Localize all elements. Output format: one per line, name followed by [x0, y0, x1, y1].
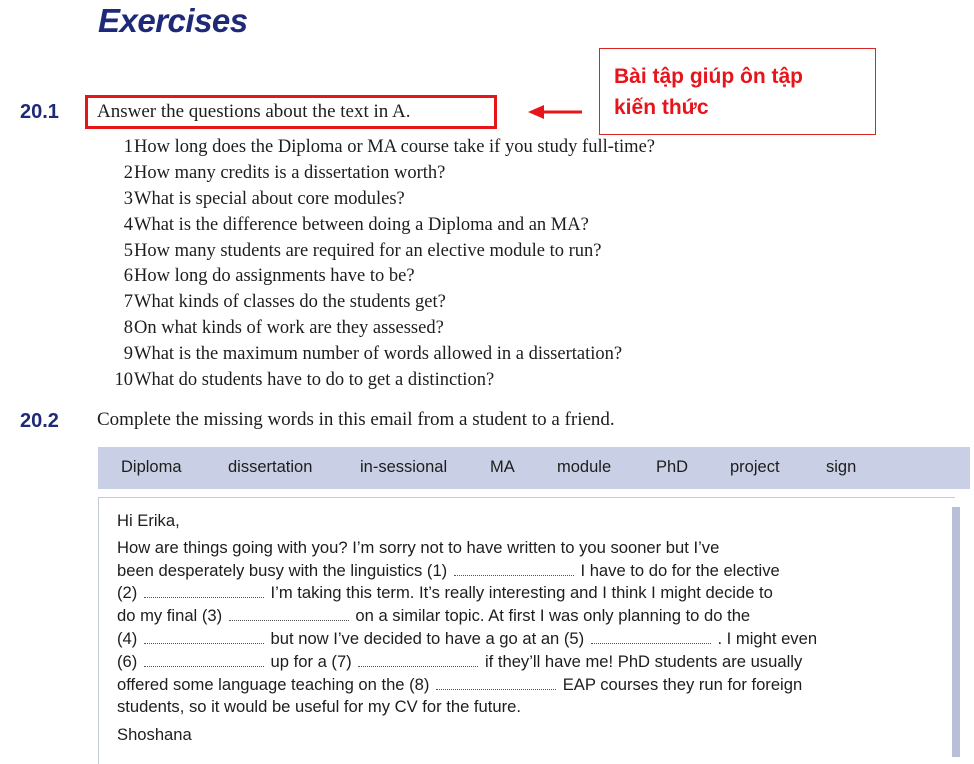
- exercise-2-instruction: Complete the missing words in this email from a student to a friend.: [97, 409, 615, 430]
- answer-blank-8[interactable]: [436, 675, 556, 690]
- email-text: on a similar topic. At first I was only planning to do the: [355, 606, 751, 626]
- question-item: [97, 135, 655, 161]
- word-bank-item: dissertation: [228, 458, 313, 476]
- question-item: [97, 342, 655, 368]
- exercise-number-20-1: 20.1: [20, 101, 59, 123]
- answer-blank-6[interactable]: [144, 652, 264, 667]
- exercise-number-20-2: 20.2: [20, 410, 59, 432]
- email-text: up for a (7): [270, 651, 352, 671]
- question-text: What do students have to do to get a distinction?: [134, 370, 495, 391]
- question-text: How long does the Diploma or MA course take if you study full-time?: [134, 137, 655, 157]
- question-text: What is the difference between doing a Diploma and an MA?: [134, 214, 589, 235]
- email-line: [117, 605, 817, 628]
- email-line: How are things going with you? I’m sorry not to have written to you sooner but I’ve: [117, 537, 720, 557]
- answer-blank-4[interactable]: [144, 629, 264, 644]
- question-item: [97, 213, 655, 239]
- question-number: 3: [123, 188, 133, 209]
- email-scrollbar: [952, 507, 960, 757]
- question-number: 7: [123, 292, 133, 313]
- email-greeting: Hi Erika,: [117, 511, 180, 530]
- question-item: [97, 187, 655, 213]
- question-item: [97, 161, 655, 187]
- question-text: What is the maximum number of words allowed in a dissertation?: [134, 344, 623, 365]
- word-bank: [98, 447, 970, 489]
- annotation-note-line-2: kiến thức: [614, 96, 709, 119]
- email-line: [117, 582, 817, 605]
- email-text: but now I’ve decided to have a go at an (5): [270, 628, 585, 648]
- email-line: [117, 628, 817, 651]
- email-text: been desperately busy with the linguistics (1): [117, 560, 448, 580]
- question-text: On what kinds of work are they assessed?: [134, 318, 444, 339]
- answer-blank-5[interactable]: [591, 629, 711, 644]
- question-list: [97, 135, 655, 394]
- word-bank-item: project: [730, 458, 780, 476]
- email-text: offered some language teaching on the (8): [117, 674, 430, 694]
- exercises-heading: Exercises: [98, 2, 248, 39]
- question-text: What kinds of classes do the students get?: [134, 292, 446, 313]
- email-line: [117, 674, 817, 697]
- word-bank-item: Diploma: [121, 458, 182, 476]
- email-text: . I might even: [717, 628, 818, 648]
- email-body: [117, 510, 817, 747]
- question-number: 4: [123, 214, 133, 235]
- left-arrow-icon: [528, 104, 584, 120]
- question-number: 5: [123, 240, 133, 261]
- email-text: do my final (3): [117, 606, 223, 626]
- annotation-note: [599, 48, 876, 135]
- question-text: How long do assignments have to be?: [134, 266, 415, 287]
- email-text: I have to do for the elective: [580, 560, 780, 580]
- question-item: [97, 264, 655, 290]
- answer-blank-7[interactable]: [358, 652, 478, 667]
- email-text: (2): [117, 583, 138, 603]
- email-text: (6): [117, 651, 138, 671]
- question-number: 2: [123, 162, 133, 183]
- question-item: [97, 368, 655, 394]
- word-bank-item: MA: [490, 458, 515, 476]
- answer-blank-3[interactable]: [229, 606, 349, 621]
- question-item: [97, 239, 655, 265]
- question-item: [97, 316, 655, 342]
- email-text: I’m taking this term. It’s really interesting and I think I might decide to: [270, 583, 773, 603]
- question-text: How many students are required for an elective module to run?: [134, 240, 602, 261]
- email-line: [117, 651, 817, 674]
- word-bank-item: in-sessional: [360, 458, 448, 476]
- email-signoff: Shoshana: [117, 725, 192, 745]
- word-bank-item: module: [557, 458, 612, 476]
- question-number: 1: [123, 137, 133, 157]
- annotation-note-line-1: Bài tập giúp ôn tập: [614, 65, 803, 88]
- email-line: students, so it would be useful for my CV for the future.: [117, 697, 521, 717]
- question-number: 6: [123, 266, 133, 287]
- question-number: 10: [114, 370, 133, 391]
- email-line: [117, 560, 817, 583]
- email-text: EAP courses they run for foreign: [562, 674, 803, 694]
- exercise-1-instruction: Answer the questions about the text in A.: [97, 101, 411, 122]
- word-bank-item: sign: [826, 458, 857, 476]
- email-text: if they’ll have me! PhD students are usually: [484, 651, 803, 671]
- email-text: (4): [117, 628, 138, 648]
- question-item: [97, 290, 655, 316]
- word-bank-item: PhD: [656, 458, 689, 476]
- question-text: How many credits is a dissertation worth?: [134, 162, 446, 183]
- question-number: 8: [123, 318, 133, 339]
- question-text: What is special about core modules?: [134, 188, 405, 209]
- answer-blank-1[interactable]: [454, 561, 574, 576]
- question-number: 9: [123, 344, 133, 365]
- answer-blank-2[interactable]: [144, 583, 264, 598]
